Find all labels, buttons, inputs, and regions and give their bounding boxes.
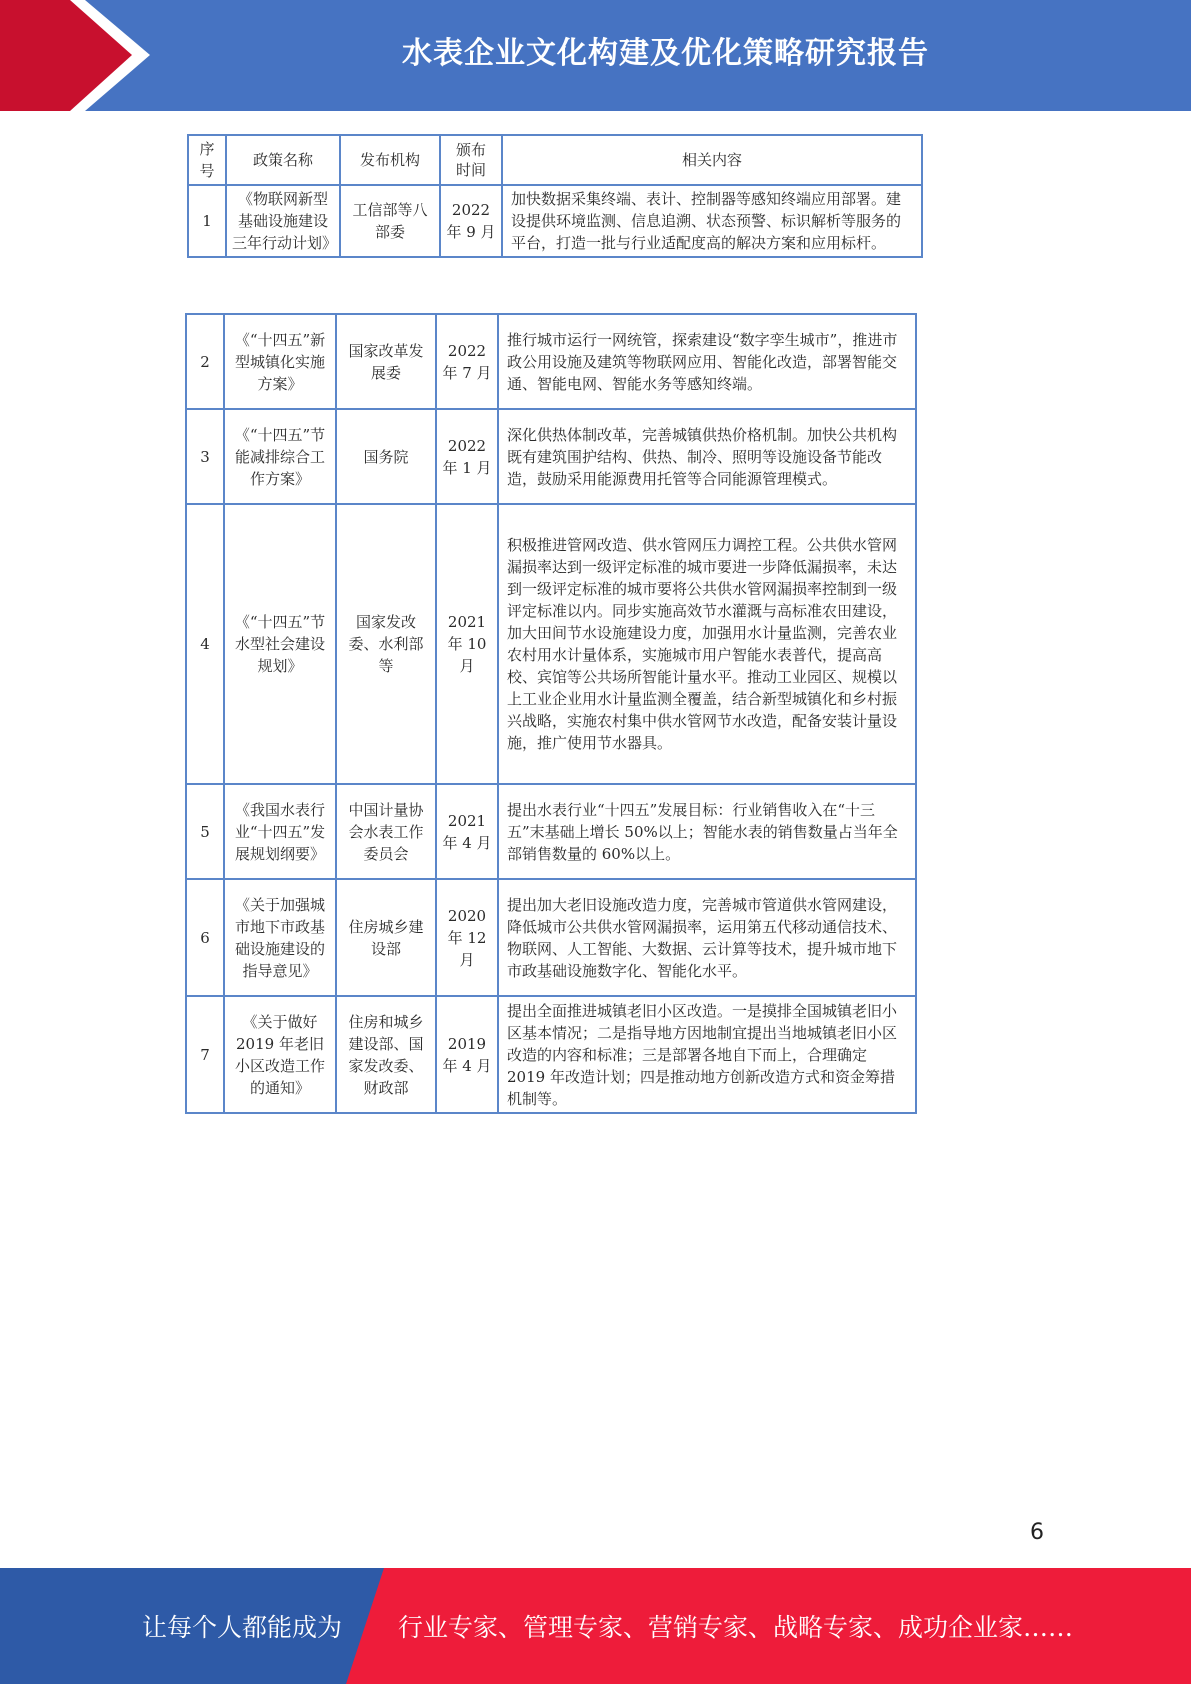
footer-slogan-right: 行业专家、管理专家、营销专家、战略专家、成功企业家…… bbox=[398, 1613, 1074, 1642]
page-number: 6 bbox=[1030, 1520, 1044, 1545]
row-policy-name: 《“十四五”节水型社会建设规划》 bbox=[224, 504, 336, 784]
row-no: 3 bbox=[186, 409, 224, 504]
policy-table-part-2 bbox=[185, 313, 917, 1114]
row-content: 提出水表行业“十四五”发展目标：行业销售收入在“十三五”末基础上增长 50%以上；智能水表的销售数量占当年全部销售数量的 60%以上。 bbox=[498, 784, 916, 879]
table-row bbox=[188, 185, 922, 257]
row-policy-name: 《关于加强城市地下市政基础设施建设的指导意见》 bbox=[224, 879, 336, 996]
row-no: 7 bbox=[186, 996, 224, 1113]
row-issuer: 国务院 bbox=[336, 409, 436, 504]
row-no: 4 bbox=[186, 504, 224, 784]
table-header-row bbox=[188, 135, 922, 185]
row-date: 2021 年 10 月 bbox=[436, 504, 498, 784]
table-row bbox=[186, 314, 916, 409]
table-row bbox=[186, 996, 916, 1113]
row-content: 提出全面推进城镇老旧小区改造。一是摸排全国城镇老旧小区基本情况；二是指导地方因地制宜提出当地城镇老旧小区改造的内容和标准；三是部署各地自下而上，合理确定 2019 年改造计划；四是推动地方创新改造方式和资金筹措机制等。 bbox=[498, 996, 916, 1113]
row-issuer: 住房城乡建设部 bbox=[336, 879, 436, 996]
row-content: 积极推进管网改造、供水管网压力调控工程。公共供水管网漏损率达到一级评定标准的城市要进一步降低漏损率，未达到一级评定标准的城市要将公共供水管网漏损率控制到一级评定标准以内。同步实施高效节水灌溉与高标准农田建设，加大田间节水设施建设力度，加强用水计量监测，完善农业农村用水计量体系，实施城市用户智能水表普代，提高高校、宾馆等公共场所智能计量水平。推动工业园区、规模以上工业企业用水计量监测全覆盖，结合新型城镇化和乡村振兴战略，实施农村集中供水管网节水改造，配备安装计量设施，推广使用节水器具。 bbox=[498, 504, 916, 784]
row-date: 2020 年 12 月 bbox=[436, 879, 498, 996]
table-row bbox=[186, 879, 916, 996]
policy-table-part-1 bbox=[187, 134, 923, 258]
header-banner bbox=[0, 0, 1191, 111]
col-header-name: 政策名称 bbox=[226, 135, 340, 185]
row-content: 加快数据采集终端、表计、控制器等感知终端应用部署。建设提供环境监测、信息追溯、状态预警、标识解析等服务的平台，打造一批与行业适配度高的解决方案和应用标杆。 bbox=[502, 185, 922, 257]
row-policy-name: 《“十四五”新型城镇化实施方案》 bbox=[224, 314, 336, 409]
row-policy-name: 《物联网新型基础设施建设三年行动计划》 bbox=[226, 185, 340, 257]
col-header-issuer: 发布机构 bbox=[340, 135, 440, 185]
row-policy-name: 《我国水表行业“十四五”发展规划纲要》 bbox=[224, 784, 336, 879]
row-no: 1 bbox=[188, 185, 226, 257]
row-issuer: 国家改革发展委 bbox=[336, 314, 436, 409]
row-policy-name: 《“十四五”节能减排综合工作方案》 bbox=[224, 409, 336, 504]
row-date: 2022 年 7 月 bbox=[436, 314, 498, 409]
row-issuer: 中国计量协会水表工作委员会 bbox=[336, 784, 436, 879]
row-content: 提出加大老旧设施改造力度，完善城市管道供水管网建设，降低城市公共供水管网漏损率，运用第五代移动通信技术、物联网、人工智能、大数据、云计算等技术，提升城市地下市政基础设施数字化、智能化水平。 bbox=[498, 879, 916, 996]
row-date: 2022 年 9 月 bbox=[440, 185, 502, 257]
row-no: 6 bbox=[186, 879, 224, 996]
footer-slogan-left: 让每个人都能成为 bbox=[142, 1613, 343, 1642]
row-no: 5 bbox=[186, 784, 224, 879]
row-content: 推行城市运行一网统管，探索建设“数字孪生城市”，推进市政公用设施及建筑等物联网应用、智能化改造，部署智能交通、智能电网、智能水务等感知终端。 bbox=[498, 314, 916, 409]
row-no: 2 bbox=[186, 314, 224, 409]
table-row bbox=[186, 504, 916, 784]
row-issuer: 工信部等八部委 bbox=[340, 185, 440, 257]
row-issuer: 住房和城乡建设部、国家发改委、财政部 bbox=[336, 996, 436, 1113]
col-header-date: 颁布 时间 bbox=[440, 135, 502, 185]
row-policy-name: 《关于做好 2019 年老旧小区改造工作的通知》 bbox=[224, 996, 336, 1113]
table-row bbox=[186, 409, 916, 504]
footer-banner bbox=[0, 1568, 1191, 1684]
col-header-no: 序号 bbox=[188, 135, 226, 185]
table-row bbox=[186, 784, 916, 879]
row-content: 深化供热体制改革，完善城镇供热价格机制。加快公共机构既有建筑围护结构、供热、制冷、照明等设施设备节能改造，鼓励采用能源费用托管等合同能源管理模式。 bbox=[498, 409, 916, 504]
row-date: 2019 年 4 月 bbox=[436, 996, 498, 1113]
report-title: 水表企业文化构建及优化策略研究报告 bbox=[402, 36, 929, 71]
row-date: 2021 年 4 月 bbox=[436, 784, 498, 879]
row-date: 2022 年 1 月 bbox=[436, 409, 498, 504]
col-header-content: 相关内容 bbox=[502, 135, 922, 185]
row-issuer: 国家发改委、水利部等 bbox=[336, 504, 436, 784]
